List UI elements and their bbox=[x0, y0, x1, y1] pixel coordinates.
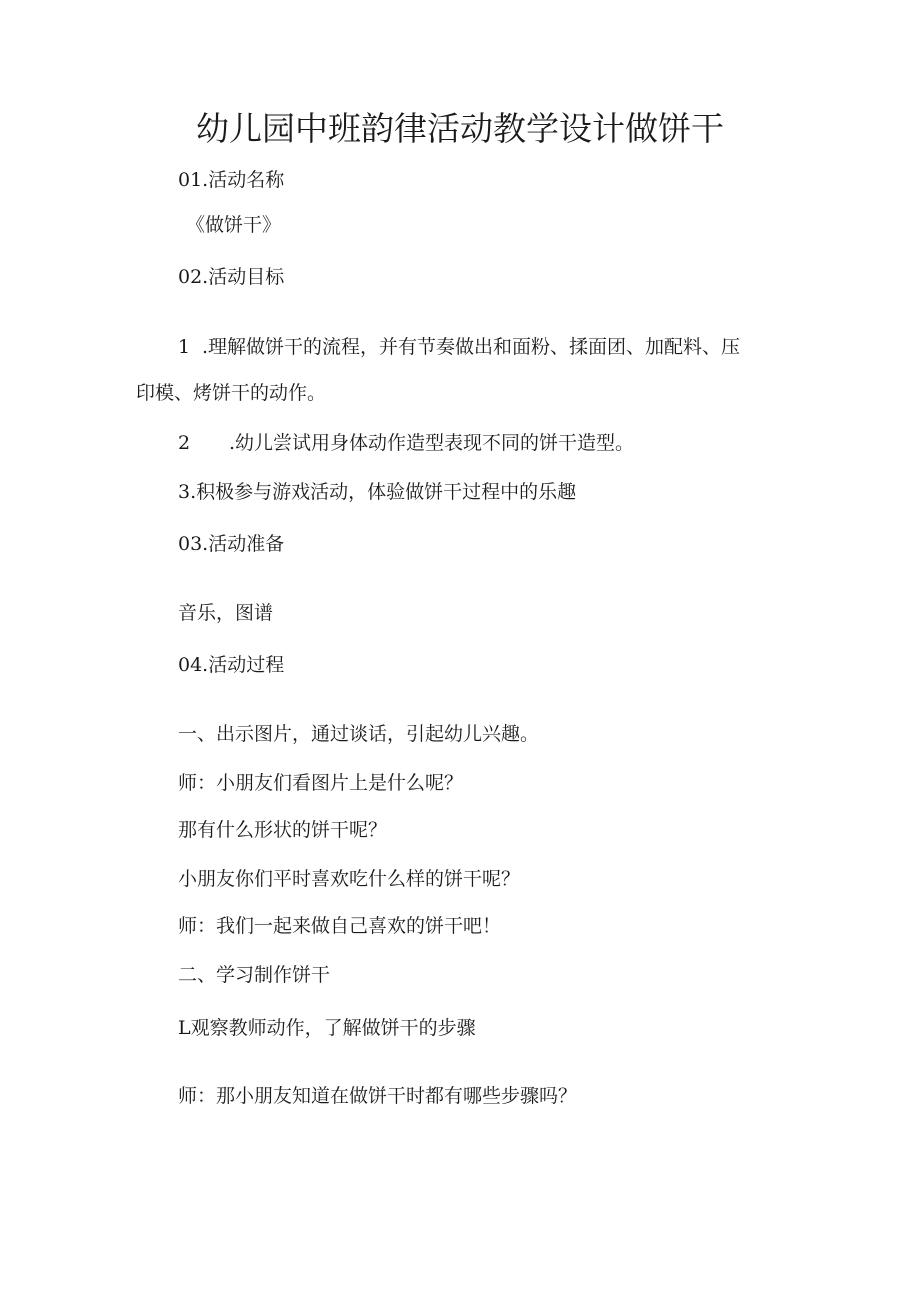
goal-item-1 bbox=[178, 335, 740, 359]
goal-item-1-continuation: 印模、烤饼干的动作。 bbox=[136, 382, 327, 404]
process-paragraph: 师：我们一起来做自己喜欢的饼干吧！ bbox=[178, 915, 502, 937]
section-heading-activity-name: 01.活动名称 bbox=[178, 169, 285, 191]
goal-item-2 bbox=[178, 431, 634, 455]
activity-name-text: 《做饼干》 bbox=[186, 214, 282, 236]
section-heading-activity-preparation: 03.活动准备 bbox=[178, 533, 285, 555]
goal-item-1-text: .理解做饼干的流程，并有节奏做出和面粉、揉面团、加配料、压 bbox=[202, 336, 741, 358]
process-paragraph: 小朋友你们平时喜欢吃什么样的饼干呢？ bbox=[178, 868, 521, 890]
goal-item-2-text: .幼儿尝试用身体动作造型表现不同的饼干造型。 bbox=[229, 432, 635, 454]
goal-item-2-number: 2 bbox=[178, 432, 191, 454]
goal-item-1-number: 1 bbox=[178, 336, 191, 358]
process-paragraph: 那有什么形状的饼干呢？ bbox=[178, 819, 388, 841]
process-paragraph: L观察教师动作，了解做饼干的步骤 bbox=[178, 1017, 476, 1039]
section-heading-activity-goals: 02.活动目标 bbox=[178, 266, 285, 288]
goal-item-3: 3.积极参与游戏活动，体验做饼干过程中的乐趣 bbox=[178, 481, 577, 503]
preparation-text: 音乐，图谱 bbox=[178, 602, 274, 624]
process-paragraph: 一、出示图片，通过谈话，引起幼儿兴趣。 bbox=[178, 723, 540, 745]
process-paragraph: 二、学习制作饼干 bbox=[178, 964, 331, 986]
document-title: 幼儿园中班韵律活动教学设计做饼干 bbox=[196, 109, 724, 148]
process-paragraph: 师：小朋友们看图片上是什么呢？ bbox=[178, 772, 464, 794]
section-heading-activity-process: 04.活动过程 bbox=[178, 654, 285, 676]
process-paragraph: 师：那小朋友知道在做饼干时都有哪些步骤吗？ bbox=[178, 1085, 578, 1107]
